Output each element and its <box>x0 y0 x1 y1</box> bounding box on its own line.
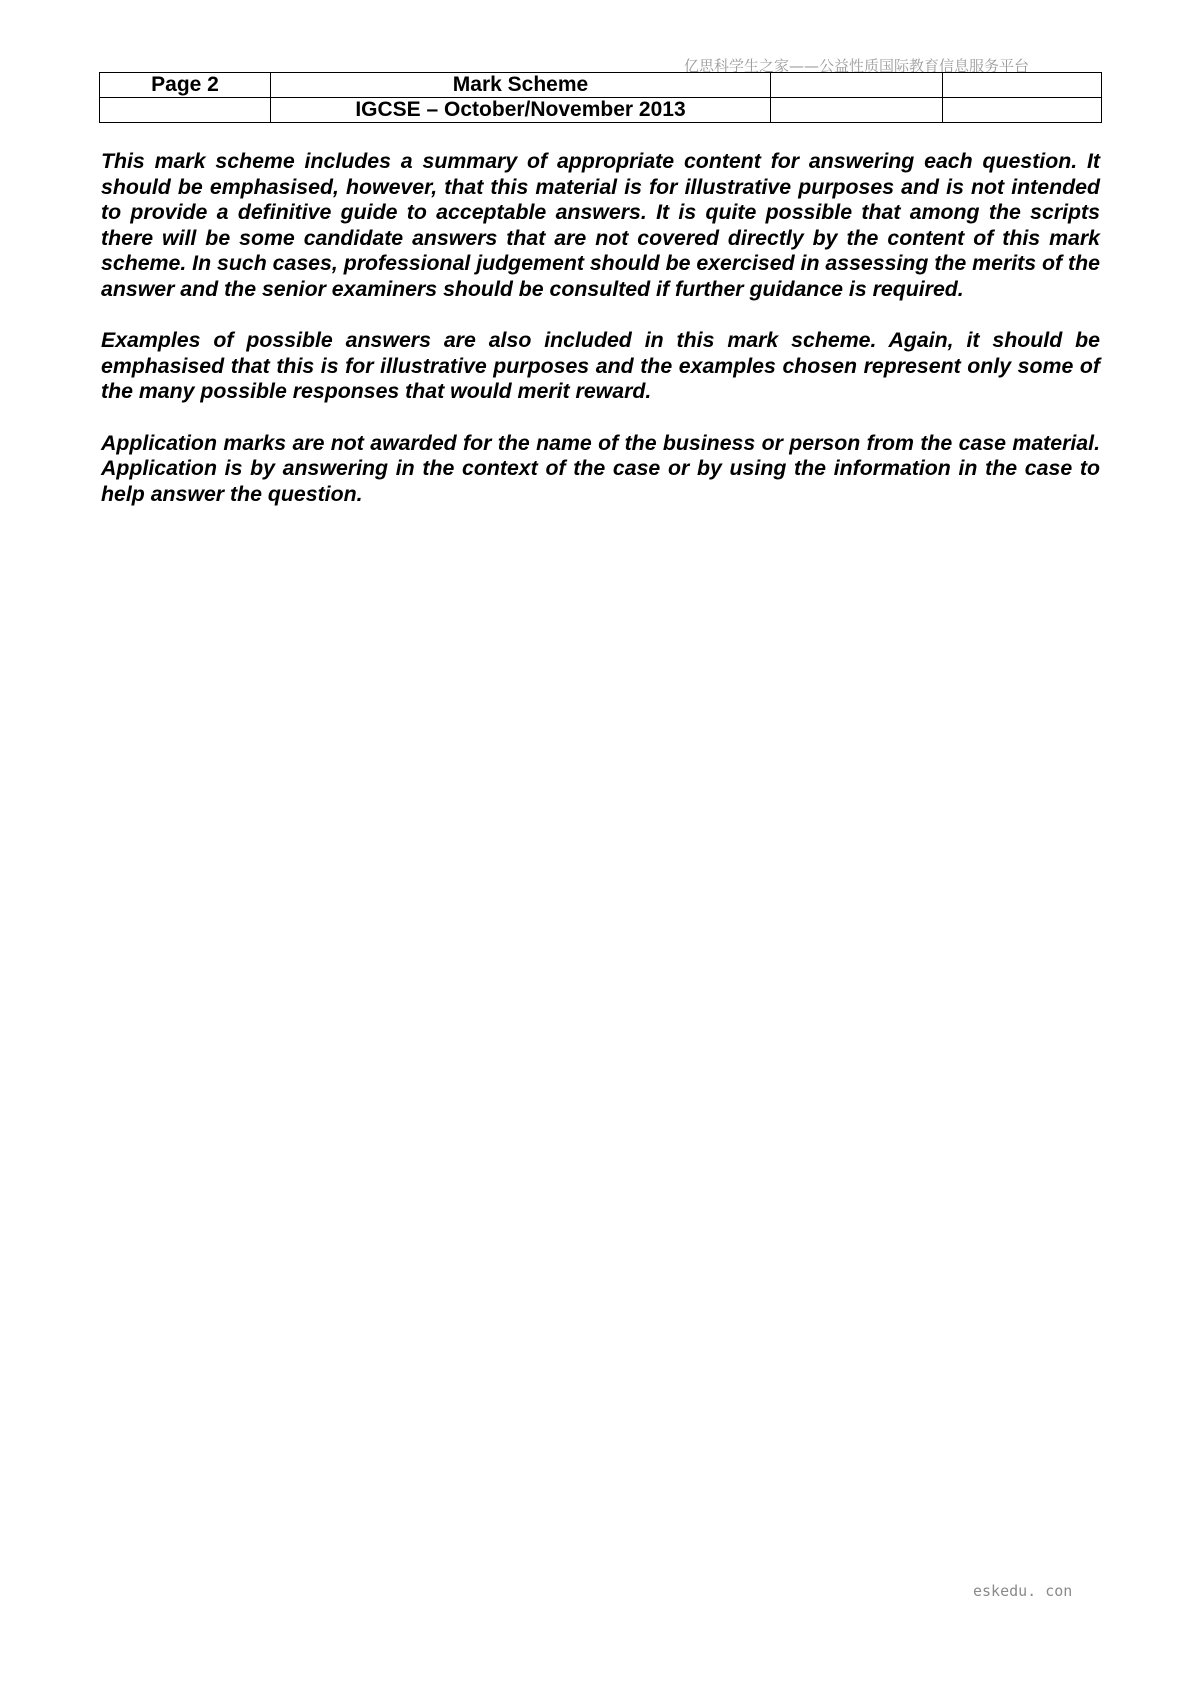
header-empty-cell <box>100 98 271 123</box>
page-number-cell: Page 2 <box>100 73 271 98</box>
header-row-1 <box>100 73 1102 98</box>
header-empty-cell <box>943 73 1102 98</box>
watermark-bottom: eskedu. con <box>973 1582 1073 1600</box>
header-empty-cell <box>771 98 943 123</box>
syllabus-cell: IGCSE – October/November 2013 <box>271 98 771 123</box>
header-row-2 <box>100 98 1102 123</box>
mark-scheme-intro <box>101 149 1100 533</box>
intro-paragraph-3: Application marks are not awarded for the name of the business or person from the case material. Application is by answering in the context of the case or by using the information in the case to help answer the question. <box>101 430 1100 506</box>
watermark-top: 亿思科学生之家——公益性质国际教育信息服务平台 <box>684 57 1030 75</box>
header-empty-cell <box>943 98 1102 123</box>
intro-paragraph-1: This mark scheme includes a summary of appropriate content for answering each question. It should be emphasised, however, that this material is for illustrative purposes and is not intended to provide a definitive guide to acceptable answers. It is quite possible that among the scripts there will be some candidate answers that are not covered directly by the content of this mark scheme. In such cases, professional judgement should be exercised in assessing the merits of the answer and the senior examiners should be consulted if further guidance is required. <box>101 149 1100 301</box>
header-empty-cell <box>771 73 943 98</box>
document-title-cell: Mark Scheme <box>271 73 771 98</box>
intro-paragraph-2: Examples of possible answers are also included in this mark scheme. Again, it should be emphasised that this is for illustrative purposes and the examples chosen represent only some of the many possible responses that would merit reward. <box>101 328 1100 404</box>
page-header-table <box>99 72 1102 123</box>
